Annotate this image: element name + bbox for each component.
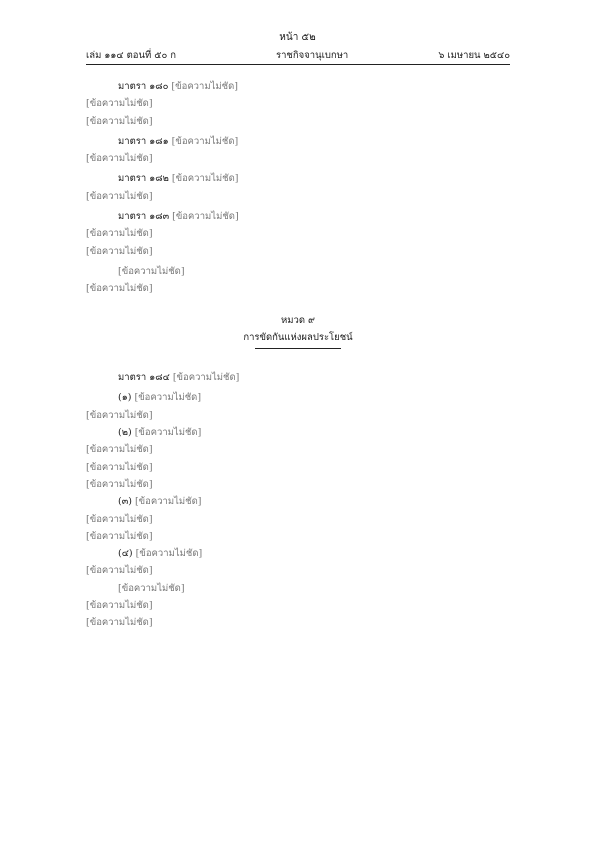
section-183-line <box>86 225 510 242</box>
section-181 <box>86 133 510 150</box>
chapter-rule <box>255 348 341 349</box>
chapter-number: หมวด ๙ <box>280 314 315 326</box>
unclear-text: [ข้อความไม่ชัด] <box>86 478 153 490</box>
section-184-line <box>86 597 510 614</box>
unclear-text: [ข้อความไม่ชัด] <box>86 98 153 110</box>
item-2-line <box>86 459 510 476</box>
section-180-line <box>86 95 510 112</box>
section-number: มาตรา ๑๘๓ <box>118 211 170 223</box>
unclear-text: [ข้อความไม่ชัด] <box>86 283 153 295</box>
item-2-line <box>86 441 510 458</box>
item-2 <box>86 424 510 441</box>
section-184 <box>86 369 510 386</box>
document-body <box>86 78 510 632</box>
section-184-paragraph <box>86 580 510 597</box>
item-1-line <box>86 407 510 424</box>
item-3 <box>86 493 510 510</box>
item-marker: (๒) <box>118 427 132 439</box>
section-number: มาตรา ๑๘๑ <box>118 135 169 147</box>
section-180-line <box>86 113 510 130</box>
section-number: มาตรา ๑๘๒ <box>118 173 169 185</box>
unclear-text: [ข้อความไม่ชัด] <box>86 409 153 421</box>
item-3-line <box>86 511 510 528</box>
unclear-text: [ข้อความไม่ชัด] <box>118 582 185 594</box>
unclear-text: [ข้อความไม่ชัด] <box>86 153 153 165</box>
section-183 <box>86 208 510 225</box>
section-182 <box>86 170 510 187</box>
section-183-line <box>86 280 510 297</box>
chapter-title: การขัดกันแห่งผลประโยชน์ <box>243 331 353 343</box>
unclear-text: [ข้อความไม่ชัด] <box>134 496 202 508</box>
section-183-paragraph <box>86 263 510 280</box>
unclear-text: [ข้อความไม่ชัด] <box>86 115 153 127</box>
unclear-text: [ข้อความไม่ชัด] <box>171 81 238 92</box>
section-182-line <box>86 188 510 205</box>
unclear-text: [ข้อความไม่ชัด] <box>172 372 240 384</box>
item-marker: (๔) <box>118 548 133 560</box>
header-rule <box>86 64 510 65</box>
item-marker: (๑) <box>118 392 132 404</box>
unclear-text: [ข้อความไม่ชัด] <box>171 135 239 147</box>
section-number: มาตรา ๑๘๐ <box>118 81 169 92</box>
unclear-text: [ข้อความไม่ชัด] <box>86 245 153 257</box>
unclear-text: [ข้อความไม่ชัด] <box>86 617 153 629</box>
section-183-line <box>86 243 510 260</box>
item-1 <box>86 389 510 406</box>
item-marker: (๓) <box>118 496 132 508</box>
item-4-line <box>86 562 510 579</box>
unclear-text: [ข้อความไม่ชัด] <box>86 190 153 202</box>
unclear-text: [ข้อความไม่ชัด] <box>172 211 239 223</box>
unclear-text: [ข้อความไม่ชัด] <box>134 427 202 439</box>
unclear-text: [ข้อความไม่ชัด] <box>86 530 153 542</box>
unclear-text: [ข้อความไม่ชัด] <box>118 265 185 277</box>
unclear-text: [ข้อความไม่ชัด] <box>86 444 153 456</box>
section-180 <box>86 78 510 95</box>
unclear-text: [ข้อความไม่ชัด] <box>86 461 153 473</box>
unclear-text: [ข้อความไม่ชัด] <box>86 513 153 525</box>
item-4 <box>86 545 510 562</box>
gazette-name: ราชกิจจานุเบกษา <box>276 50 349 61</box>
issue-date: ๖ เมษายน ๒๕๔๐ <box>438 50 510 61</box>
unclear-text: [ข้อความไม่ชัด] <box>171 173 239 185</box>
page-number: หน้า ๕๒ <box>279 32 316 43</box>
volume-issue: เล่ม ๑๑๔ ตอนที่ ๕๐ ก <box>86 50 177 61</box>
chapter-heading <box>86 312 510 347</box>
unclear-text: [ข้อความไม่ชัด] <box>135 548 203 560</box>
section-number: มาตรา ๑๘๔ <box>118 372 170 384</box>
unclear-text: [ข้อความไม่ชัด] <box>86 228 153 240</box>
section-184-line <box>86 614 510 631</box>
gazette-header <box>86 48 510 62</box>
unclear-text: [ข้อความไม่ชัด] <box>134 392 202 404</box>
unclear-text: [ข้อความไม่ชัด] <box>86 565 153 577</box>
section-181-line <box>86 150 510 167</box>
unclear-text: [ข้อความไม่ชัด] <box>86 600 153 612</box>
item-3-line <box>86 528 510 545</box>
item-2-line <box>86 476 510 493</box>
